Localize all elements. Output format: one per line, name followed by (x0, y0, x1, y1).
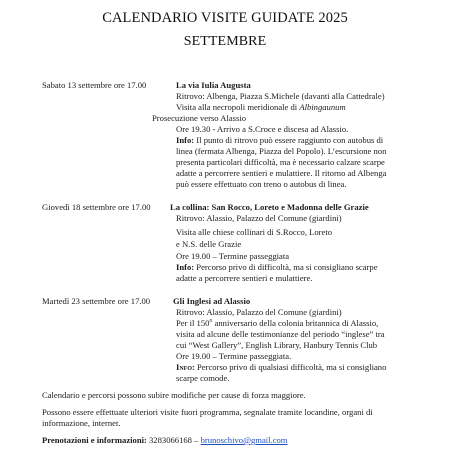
visit1-line: Visita alla necropoli meridionale di Albingaunum (176, 102, 346, 112)
visit3-title: Gli Inglesi ad Alassio (173, 296, 251, 306)
visit3-info: Info: Percorso privo di qualsiasi difficoltà, ma si consigliano (176, 362, 387, 372)
page-subtitle-month: SETTEMBRE (183, 34, 267, 49)
visit3-line: visita ad alcune delle testimonianze del periodo “inglese” tra (176, 329, 385, 339)
visit2-line: Ore 19.00 – Termine passeggiata (176, 251, 290, 261)
visit3-line: Per il 150$^o$ anniversario della colonia britannica di Alassio, (176, 318, 379, 328)
visit1-line: presenta particolari difficoltà, ma è necessario calzare scarpe (176, 157, 385, 167)
visit1-line: Ore 19.30 - Arrivo a S.Croce e discesa ad Alassio. (176, 124, 349, 134)
contact-label: Prenotazioni e informazioni: (42, 435, 147, 445)
visit1-site-name: Albingaunum (299, 102, 346, 112)
visit1-line: adatte a percorrere sentieri e mulattiere. Il ritorno ad Albenga (176, 168, 387, 178)
visit1-title: La via Iulia Augusta (176, 80, 251, 90)
visit3-line: scarpe comode. (176, 373, 230, 383)
footer-note: Calendario e percorsi possono subire modifiche per cause di forza maggiore. (42, 390, 306, 400)
footer-note: informazione, internet. (42, 418, 121, 428)
footer-note: Possono essere effettuate ulteriori visite fuori programma, segnalate tramite locandine, organi di (42, 407, 373, 417)
contact-phone: 3283066168 – (146, 435, 201, 445)
visit1-date: Sabato 13 settembre ore 17.00 (42, 80, 147, 90)
visit2-line: Ritrovo: Alassio, Palazzo del Comune (giardini) (176, 213, 342, 223)
visit1-info: Info: Il punto di ritrovo può essere raggiunto con autobus di (176, 135, 384, 145)
visit2-line: e N.S. delle Grazie (176, 239, 242, 249)
visit3-line: cui “West Gallery”, English Library, Hanbury Tennis Club (176, 340, 378, 350)
contact-email-link[interactable]: brunoschivo@gmail.com (200, 435, 288, 445)
page-title: CALENDARIO VISITE GUIDATE 2025 (102, 10, 348, 26)
visit2-line: adatte a percorrere sentieri e mulattiere. (176, 273, 313, 283)
visit3-line: Ritrovo: Alassio, Palazzo del Comune (giardini) (176, 307, 342, 317)
visit2-line: Visita alle chiese collinari di S.Rocco, Loreto (176, 227, 333, 237)
visit3-line: Ore 19.00 – Termine passeggiata. (176, 351, 292, 361)
visit2-info: Info: Percorso privo di difficoltà, ma si consigliano scarpe (176, 262, 378, 272)
visit3-date: Martedì 23 settembre ore 17.00 (42, 296, 151, 306)
visit2-date: Giovedì 18 settembre ore 17.00 (42, 202, 151, 212)
visit1-line: Prosecuzione verso Alassio (152, 113, 247, 123)
footer-contact (42, 435, 288, 445)
visit1-line: linea (fermata Albenga, Piazza del Popolo). L’escursione non (176, 146, 387, 156)
visit1-line: Ritrovo: Albenga, Piazza S.Michele (davanti alla Cattedrale) (176, 91, 385, 101)
visit1-line: può essere effettuato con treno o autobus di linea. (176, 179, 347, 189)
visit2-title: La collina: San Rocco, Loreto e Madonna delle Grazie (170, 202, 369, 212)
